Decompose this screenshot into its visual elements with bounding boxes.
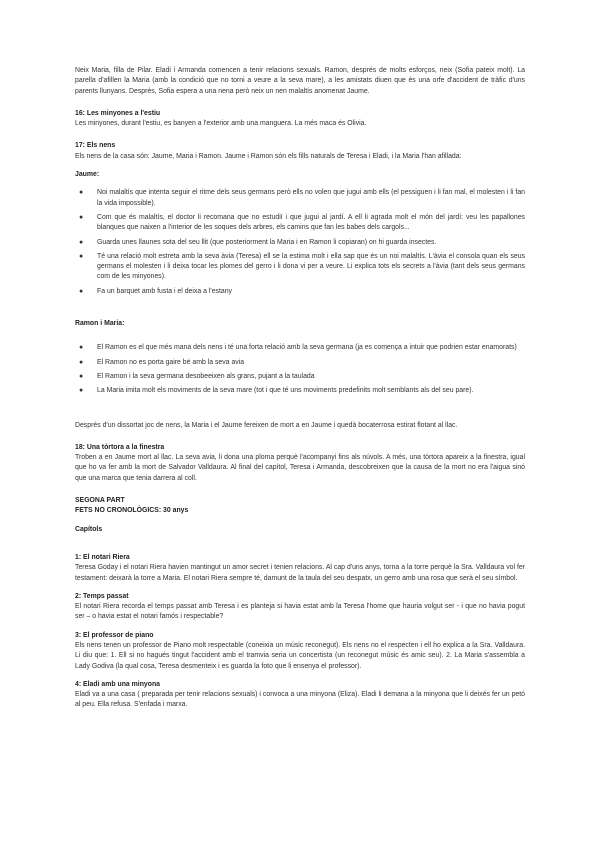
bullet-icon: ● bbox=[79, 387, 84, 395]
bullet-icon: ● bbox=[79, 252, 84, 260]
chapter-1-title: 1: El notari Riera bbox=[75, 553, 130, 561]
list-item: ● Té una relació molt estreta amb la seva àvia (Teresa) ell se la estima molt i ella sap que és un noi malaltís. L'àvia el consola quan els seus germans el molesten i li deixa tocar les plomes del gerro i li dona vi per a veure. Li explica tots els secrets a l'àvia (tant dels seus germans com de les minyones). bbox=[79, 252, 525, 281]
section-18-title: 18: Una tórtora a la finestra bbox=[75, 443, 165, 451]
chapter-2-text: El notari Riera recorda el temps passat amb Teresa i es planteja si havia estat amb la Teresa l'home que hauria volgut ser - i que no havia pogut ser – o havia estat el notari famós i respectable? bbox=[75, 603, 525, 621]
jaume-heading: Jaume: bbox=[75, 171, 100, 179]
chapter-2-title: 2: Temps passat bbox=[75, 592, 129, 600]
bullet-icon: ● bbox=[79, 372, 84, 380]
list-item: ● Fa un barquet amb fusta i el deixa a l'estany bbox=[75, 287, 525, 297]
bullet-icon: ● bbox=[79, 189, 84, 197]
chapter-4-text: Eladi va a una casa ( preparada per tenir relacions sexuals) i convoca a una minyona (Eliza). Eladi li demana a la minyona que li deixés fer un petó al peu. Ella refusa. S'enfada i marxa. bbox=[75, 691, 525, 709]
list-item: ● El Ramon no es porta gaire bé amb la seva avia bbox=[75, 358, 525, 368]
section-18-text: Troben a en Jaume mort al llac. La seva avia, li dona una ploma perquè l'acompanyi fins als núvols. A més, una tórtora apareix a la finestra, igual que ho va fer amb la mort de Salvador Valldaura. Al final del capítol, Teresa i Armanda, descobreixen que la causa de la mort no era l'aigua sinó que una marca que tenia darrera al coll. bbox=[75, 454, 525, 482]
section-16-text: Les minyones, durant l'estiu, es banyen a l'exterior amb una manguera. La més maca és Olivia. bbox=[75, 120, 367, 128]
bullet-icon: ● bbox=[79, 213, 84, 221]
section-17-title: 17: Els nens bbox=[75, 142, 116, 150]
chapter-3-title: 3: El professor de piano bbox=[75, 631, 154, 639]
section-17-text: Els nens de la casa són: Jaume, Maria i Ramon. Jaume i Ramon són els fills naturals de Teresa i Eladi, i la Maria l'han afillada: bbox=[75, 152, 462, 160]
part-two-subtitle: FETS NO CRONOLÒGICS: 30 anys bbox=[75, 507, 189, 515]
chapters-heading: Capítols bbox=[75, 525, 103, 533]
list-item: ● El Ramon i la seva germana desobeeixen als grans, pujant a la taulada bbox=[75, 372, 525, 382]
list-item: ● El Ramon es el que més mana dels nens i té una forta relació amb la seva germana (ja es comença a intuir que podrien estar enamorats) bbox=[75, 343, 525, 353]
bullet-icon: ● bbox=[79, 358, 84, 366]
chapter-3-text: Els nens tenen un professor de Piano molt respectable (coneixia un músic reconegut). Els nens no el respecten i ell ho explica a la Sra. Valldaura. Li diu que: 1. Ell si no hagués tingut l'accident amb el tramvia seria un concertista (un reconegut músic és amic seu). 2. La Maria s'assembla a Lady Godiva (la qual cosa, Teresa desmenteix i es guarda la foto que li ensenya el professor). bbox=[75, 641, 525, 670]
document-page bbox=[75, 66, 525, 711]
section-16-title: 16: Les minyones a l'estiu bbox=[75, 109, 161, 117]
list-item: ● La Maria imita molt els moviments de la seva mare (tot i que té uns moviments predefinits molt semblants als del seu pare). bbox=[75, 386, 525, 396]
intro-paragraph: Neix Maria, filla de Pilar. Eladi i Armanda comencen a tenir relacions sexuals. Ramon, després de molts esforços, neix (Sofia pateix molt). La parella d'afillen la Maria (amb la condició que no torni a veure a la seva mare), a les amistats diuen que és una orfe d'accident de tràfic d'uns parents llunyans. Després, Sofia espera a una nena però neix un nen malaltís anomenat Jaume. bbox=[75, 67, 525, 95]
bullet-icon: ● bbox=[79, 238, 84, 246]
bullet-icon: ● bbox=[79, 287, 84, 295]
list-item: ● Com que és malaltís, el doctor li recomana que no estudiï i que jugui al jardí. A ell li agrada molt el món del jardí: veu les papallones blanques que naixen a l'interior de les soques dels arbres, els camins que fan les babes dels cargols... bbox=[79, 213, 525, 232]
part-two-label: SEGONA PART bbox=[75, 497, 125, 505]
after-game-paragraph: Després d'un dissortat joc de nens, la Maria i el Jaume fereixen de mort a en Jaume i quedà bocaterrosa estirat flotant al llac. bbox=[75, 421, 458, 429]
ramon-maria-heading: Ramon i Maria: bbox=[75, 320, 125, 328]
jaume-list bbox=[75, 188, 525, 297]
ramon-maria-list bbox=[75, 343, 525, 396]
list-item: ● Noi malaltís que intenta seguir el ritme dels seus germans però ells no volen que jugui amb ells (el pessiguen i li fan mal, el molesten i li fan la vida impossible). bbox=[79, 189, 525, 207]
chapter-1-text: Teresa Goday i el notari Riera havien mantingut un amor secret i tenien relacions. Al cap d'uns anys, torna a la torre perquè la Sra. Valldaura vol fer testament: deixarà la torre a Maria. El notari Riera sempre té, damunt de la taula del seu despatx, un gerro amb una rosa que serà el seu símbol. bbox=[75, 564, 525, 582]
bullet-icon: ● bbox=[79, 344, 84, 352]
chapter-4-title: 4: Eladi amb una minyona bbox=[75, 680, 161, 688]
list-item: ● Guarda unes llaunes sota del seu llit (que posteriorment la Maria i en Ramon li copiaran) on hi guarda insectes. bbox=[75, 238, 525, 248]
